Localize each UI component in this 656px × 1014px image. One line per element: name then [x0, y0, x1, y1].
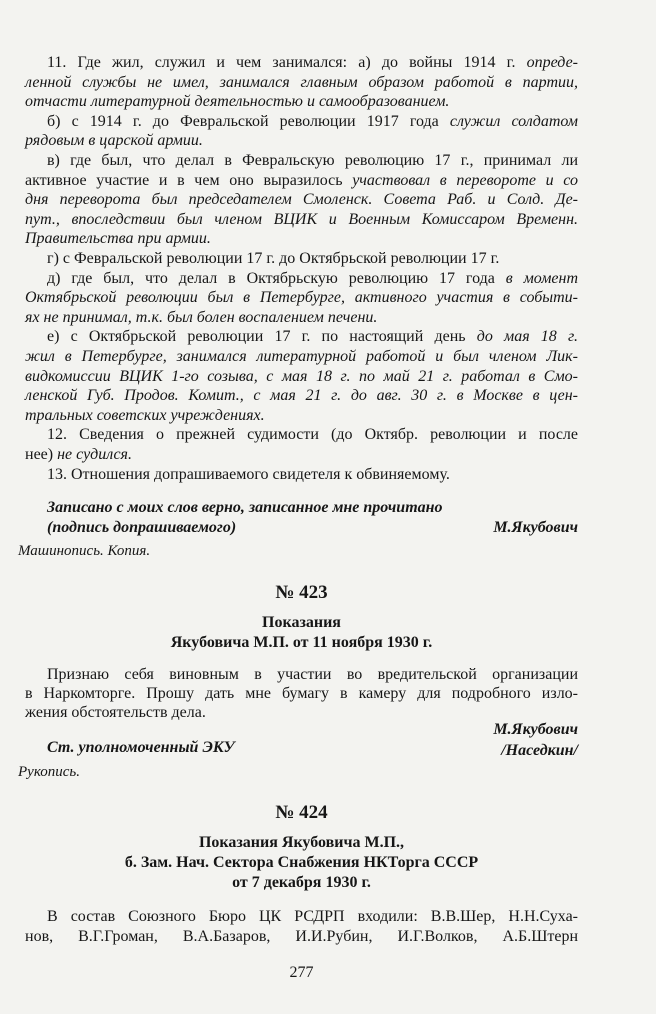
document-title: [25, 833, 578, 853]
paragraph-line: [25, 210, 578, 230]
italic-text: ленской Губ. Продов. Комит., с мая 21 г. до авг. 30 г. в Москве в цен-: [25, 387, 578, 404]
document-title: [25, 853, 578, 873]
paragraph-line: [25, 386, 578, 406]
text: нов, В.Г.Громан, В.А.Базаров, И.И.Рубин, И.Г.Волков, А.Б.Штерн: [25, 928, 578, 945]
paragraph-line: [25, 131, 578, 151]
paragraph-line: [25, 171, 578, 191]
text: от 7 декабря 1930 г.: [232, 874, 371, 891]
italic-text: Октябрьской революции был в Петербурге, активного участия в событи-: [25, 289, 578, 306]
paragraph-line: [25, 665, 578, 685]
text: нее): [25, 446, 58, 463]
text: Показания: [262, 614, 341, 631]
italic-text: пут., впоследствии был членом ВЦИК и Военным Комиссаром Временн.: [25, 211, 578, 228]
text: жения обстоятельств дела.: [25, 704, 206, 721]
italic-text: тральных советских учреждениях.: [25, 407, 265, 424]
italic-text: жил в Петербурге, занимался литературной работой и был членом Лик-: [25, 348, 578, 365]
text: б) с 1914 г. до Февральской революции 1917 года: [47, 113, 450, 130]
italic-text: ленной службы не имел, занимался главным образом работой в партии,: [25, 74, 578, 91]
text: В состав Союзного Бюро ЦК РСДРП входили: В.В.Шер, Н.Н.Суха-: [47, 908, 578, 925]
document-title: [25, 873, 578, 893]
text: М.Якубович: [493, 721, 578, 738]
paragraph-line: [25, 367, 578, 387]
text: активное участие и в чем оно выразилось: [25, 172, 353, 189]
italic-text: дня переворота был председателем Смоленск. Совета Раб. и Солд. Де-: [25, 191, 578, 208]
paragraph-line: [25, 406, 578, 426]
paragraph-line: [25, 112, 578, 132]
paragraph-line: [25, 327, 578, 347]
text: № 424: [275, 802, 328, 823]
document-number: [25, 801, 578, 825]
italic-text: в момент: [505, 270, 578, 287]
text: в) где был, что делал в Февральскую революцию 17 г., принимал ли: [47, 152, 578, 169]
text: б. Зам. Нач. Сектора Снабжения НКТорга СССР: [124, 854, 479, 871]
italic-text: ях не принимал, т.к. был болен воспалением печени.: [25, 309, 378, 326]
paragraph-line: [25, 445, 578, 465]
paragraph-line: [25, 92, 578, 112]
text: 12. Сведения о прежней судимости (до Октябр. революции и после: [47, 426, 578, 443]
italic-text: отчасти литературной деятельностью и самообразованием.: [25, 93, 450, 110]
text: 277: [289, 964, 314, 981]
signature-yakubovich: [493, 720, 578, 740]
paragraph-line: [25, 907, 578, 927]
paragraph-line: [25, 229, 578, 249]
document-title: [25, 633, 578, 653]
paragraph-line: [25, 288, 578, 308]
italic-text: служил солдатом: [449, 113, 578, 130]
attestation-line: [25, 498, 443, 518]
text: в Наркомторге. Прошу дать мне бумагу в камеру для подробного изло-: [25, 685, 578, 702]
text: 13. Отношения допрашиваемого свидетеля к обвиняемому.: [47, 466, 450, 483]
text: Ст. уполномоченный ЭКУ: [47, 739, 235, 756]
text: (подпись допрашиваемого): [47, 519, 237, 536]
text: Показания Якубовича М.П.,: [198, 834, 405, 851]
italic-text: видкомиссии ВЦИК 1-го созыва, с мая 18 г. по май 21 г. работал в Смо-: [25, 368, 578, 385]
text: Рукопись.: [18, 764, 80, 780]
text: Якубовича М.П. от 11 ноября 1930 г.: [170, 634, 433, 651]
paragraph-line: [25, 684, 578, 704]
document-number: [25, 581, 578, 605]
source-note: [18, 541, 150, 561]
paragraph-line: [25, 347, 578, 367]
text: 11. Где жил, служил и чем занимался: а) до войны 1914 г.: [47, 54, 527, 71]
italic-text: не судился.: [57, 446, 132, 463]
text: Признаю себя виновным в участии во вредительской организации: [47, 666, 578, 683]
italic-text: участвовал в перевороте и со: [352, 172, 579, 189]
document-title: [25, 613, 578, 633]
paragraph-line: [25, 249, 578, 269]
paragraph-line: [25, 190, 578, 210]
attestation-line: [25, 518, 236, 538]
italic-text: Правительства при армии.: [25, 230, 211, 247]
source-note: [18, 762, 80, 782]
text: д) где был, что делал в Октябрьскую революцию 17 года: [47, 270, 506, 287]
signature-nasedkin: [501, 741, 578, 761]
text: /Наседкин/: [501, 742, 578, 759]
paragraph-line: [25, 269, 578, 289]
paragraph-line: [25, 425, 578, 445]
official-title: [25, 738, 235, 758]
paragraph-line: [25, 53, 578, 73]
text: е) с Октябрьской революции 17 г. по настоящий день: [47, 328, 477, 345]
text: Машинопись. Копия.: [18, 543, 151, 559]
paragraph-line: [25, 151, 578, 171]
text: Записано с моих слов верно, записанное мне прочитано: [47, 499, 443, 516]
text: № 423: [275, 582, 328, 603]
paragraph-line: [25, 927, 578, 947]
italic-text: до мая 18 г.: [476, 328, 578, 345]
text: М.Якубович: [493, 519, 578, 536]
paragraph-line: [25, 465, 578, 485]
page-number: [25, 963, 578, 983]
italic-text: рядовым в царской армии.: [25, 132, 203, 149]
signature-yakubovich: [493, 518, 578, 538]
paragraph-line: [25, 73, 578, 93]
paragraph-line: [25, 308, 578, 328]
text: г) с Февральской революции 17 г. до Октябрьской революции 17 г.: [47, 250, 500, 267]
italic-text: опреде-: [526, 54, 578, 71]
